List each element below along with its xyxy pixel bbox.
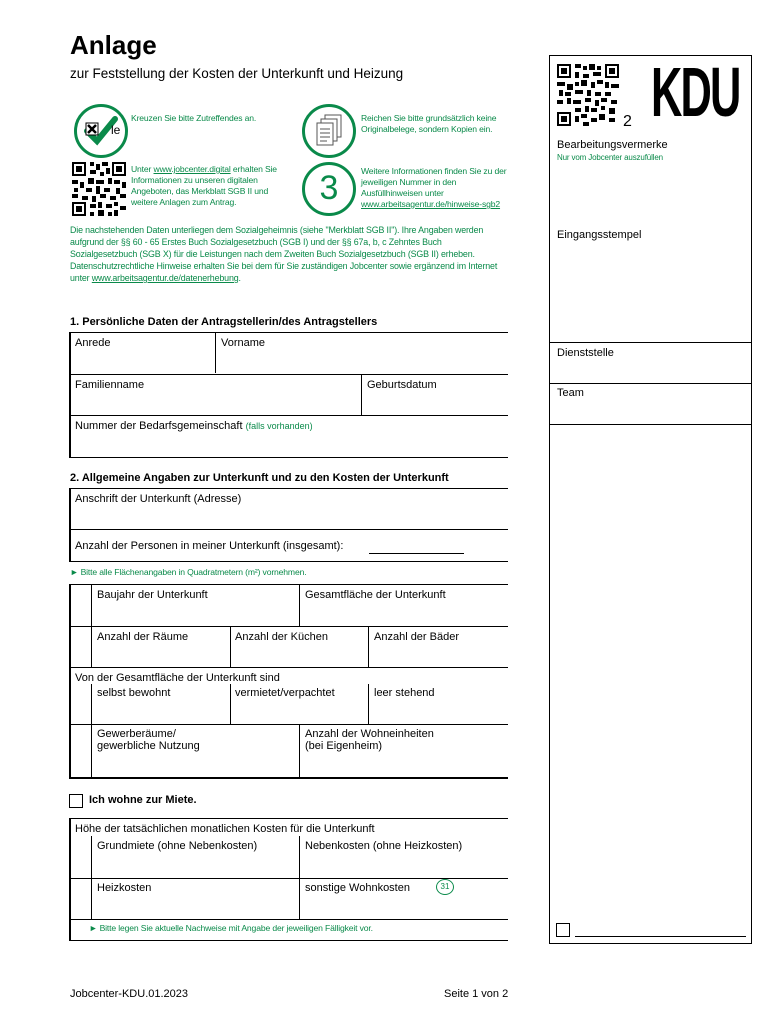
privacy-pre: Die nachstehenden Daten unterliegen dem Sozialgeheimnis (siehe "Merkblatt SGB II"). Ihre Angaben werden aufgrund der §§ 60 - 65 Erstes Buch Sozialgesetzbuch (SGB I) und der §§ 67a, b, c Zehntes Buch Sozialgesetzbuch (SGB X) für die Leistungen nach dem Zweiten Buch Sozialgesetzbuch (SGB II) erheben. Datenschutzrechtliche Hinweise erhalten Sie bei dem für Sie zuständigen Jobcenter sowie ergänzend im Internet unter <box>70 225 498 283</box>
processing-note: Nur vom Jobcenter auszufüllen <box>557 153 663 162</box>
more-info-pre: Weitere Informationen finden Sie zu der jeweiligen Nummer in den Ausfüllhinweisen unter <box>361 166 507 198</box>
office-label: Dienststelle <box>557 347 614 359</box>
digital-info-post: erhalten Sie Informationen zu unseren digitalen Angeboten, das Merkblatt SGB II und weitere Anlagen zum Antrag. <box>131 164 277 207</box>
page-indicator: Seite 1 von 2 <box>444 988 509 1000</box>
rent-checkbox[interactable] <box>69 794 83 808</box>
bg-number-field[interactable] <box>75 420 313 432</box>
commercial-field[interactable] <box>97 728 200 752</box>
commercial-line1: Gewerberäume/ <box>97 728 176 740</box>
persons-count-input[interactable] <box>369 553 464 554</box>
stamp-label: Eingangsstempel <box>557 229 642 241</box>
more-info <box>361 166 511 210</box>
page-number: 2 <box>623 113 632 130</box>
section1-heading: 1. Persönliche Daten der Antragstellerin/des Antragstellers <box>70 316 378 328</box>
hint-31-badge[interactable] <box>436 879 454 895</box>
number-3-icon <box>302 162 356 216</box>
self-used-field[interactable]: selbst bewohnt <box>97 687 171 699</box>
kitchens-field[interactable]: Anzahl der Küchen <box>235 631 328 643</box>
form-id: Jobcenter-KDU.01.2023 <box>70 988 189 1000</box>
digital-info <box>131 164 291 208</box>
of-total-label: Von der Gesamtfläche der Unterkunft sind <box>75 672 280 684</box>
privacy-notice <box>70 224 510 284</box>
persons-count-label: Anzahl der Personen in meiner Unterkunft (insgesamt): <box>75 540 344 552</box>
office-checkbox[interactable] <box>556 923 570 937</box>
proof-note: ► Bitte legen Sie aktuelle Nachweise mit Angabe der jeweiligen Fälligkeit vor. <box>89 923 373 933</box>
last-name-field[interactable]: Familienname <box>75 379 145 391</box>
digital-info-pre: Unter <box>131 164 154 174</box>
hinweise-link[interactable]: www.arbeitsagentur.de/hinweise-sgb2 <box>361 199 501 209</box>
team-label: Team <box>557 387 584 399</box>
first-name-field[interactable]: Vorname <box>221 337 266 349</box>
costs-title: Höhe der tatsächlichen monatlichen Kosten für die Unterkunft <box>75 823 375 835</box>
area-note: ► Bitte alle Flächenangaben in Quadratmetern (m²) vornehmen. <box>70 567 307 577</box>
jobcenter-digital-link[interactable]: www.jobcenter.digital <box>153 164 231 174</box>
section2-heading: 2. Allgemeine Angaben zur Unterkunft und zu den Kosten der Unterkunft <box>70 472 449 484</box>
bg-number-note: (falls vorhanden) <box>245 421 313 431</box>
rooms-field[interactable]: Anzahl der Räume <box>97 631 189 643</box>
units-field[interactable] <box>305 728 434 752</box>
cross-instruction: Kreuzen Sie bitte Zutreffendes an. <box>131 113 257 123</box>
rented-out-field[interactable]: vermietet/verpachtet <box>235 687 335 699</box>
processing-label: Bearbeitungsvermerke <box>557 139 668 151</box>
barcode-qr <box>557 64 619 126</box>
hint-31-text: 31 <box>440 882 450 891</box>
office-box <box>549 55 752 944</box>
page-subtitle: zur Feststellung der Kosten der Unterkunft und Heizung <box>70 66 404 81</box>
page-title: Anlage <box>70 30 157 60</box>
copies-instruction: Reichen Sie bitte grundsätzlich keine Originalbelege, sondern Kopien ein. <box>361 113 497 134</box>
utilities-field[interactable]: Nebenkosten (ohne Heizkosten) <box>305 840 463 852</box>
form-code: KDU <box>651 53 740 131</box>
commercial-line2: gewerbliche Nutzung <box>97 740 200 752</box>
checkmark-cross-icon <box>74 104 128 158</box>
heating-field[interactable]: Heizkosten <box>97 882 152 894</box>
units-line1: Anzahl der Wohneinheiten <box>305 728 434 740</box>
vacant-field[interactable]: leer stehend <box>374 687 435 699</box>
address-field[interactable]: Anschrift der Unterkunft (Adresse) <box>75 493 242 505</box>
build-year-field[interactable]: Baujahr der Unterkunft <box>97 589 208 601</box>
qr-code-icon <box>72 162 126 216</box>
units-line2: (bei Eigenheim) <box>305 740 383 752</box>
privacy-post: . <box>238 273 241 283</box>
rent-checkbox-label: Ich wohne zur Miete. <box>89 794 197 806</box>
birth-date-field[interactable]: Geburtsdatum <box>367 379 437 391</box>
base-rent-field[interactable]: Grundmiete (ohne Nebenkosten) <box>97 840 258 852</box>
documents-copy-icon <box>302 104 356 158</box>
other-costs-field[interactable]: sonstige Wohnkosten <box>305 882 410 894</box>
datenerhebung-link[interactable]: www.arbeitsagentur.de/datenerhebung <box>91 273 239 283</box>
number-badge: 3 <box>319 169 339 207</box>
bg-number-label: Nummer der Bedarfsgemeinschaft <box>75 420 243 432</box>
cross-icon-partial: le <box>111 123 121 137</box>
baths-field[interactable]: Anzahl der Bäder <box>374 631 459 643</box>
total-area-field[interactable]: Gesamtfläche der Unterkunft <box>305 589 446 601</box>
salutation-field[interactable]: Anrede <box>75 337 111 349</box>
